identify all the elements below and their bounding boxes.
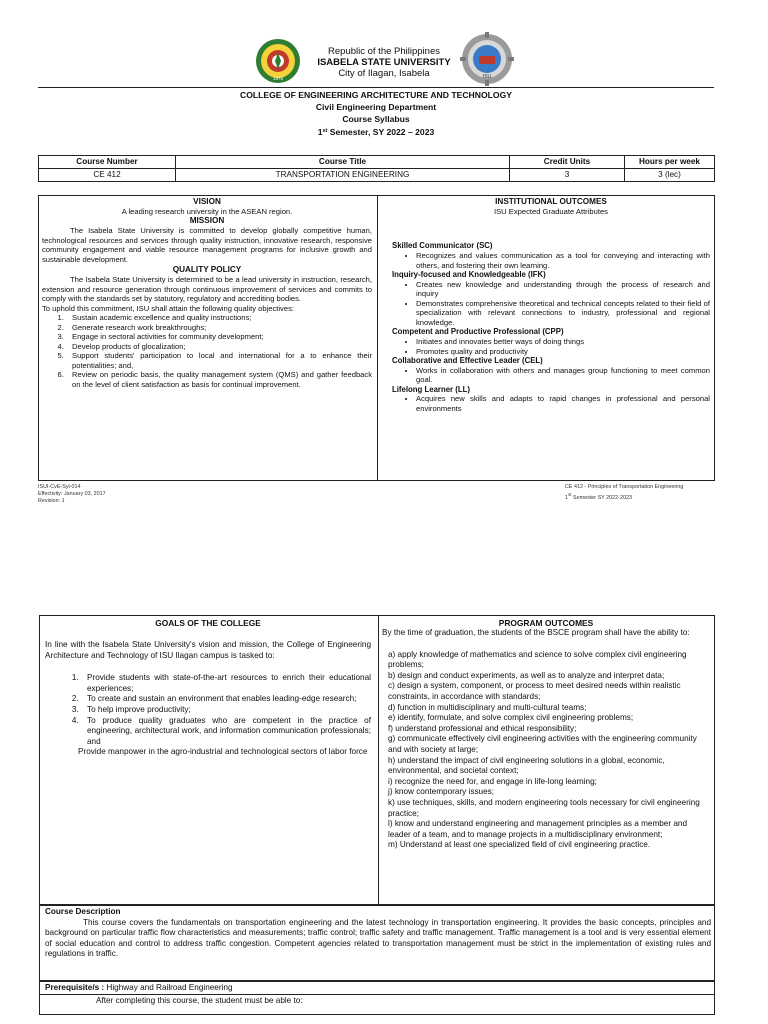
revision-number: Revision: 1 — [38, 498, 65, 504]
course-number-cell: CE 412 — [39, 169, 176, 182]
course-title-header: Course Title — [176, 156, 510, 169]
prerequisite-value: Highway and Railroad Engineering — [104, 983, 233, 992]
goals-intro: In line with the Isabela State University's vision and mission, the College of Engineering Architecture and Technology of ISU Ilagan campus is tasked to: — [45, 640, 371, 660]
list-item: 6. Review on periodic basis, the quality management system (QMS) and gather feedback on the level of client satisfaction as basis for continual improvement. — [66, 370, 372, 389]
course-description-text: This course covers the fundamentals on transportation engineering and the latest technology in transportation engineering. It provides the basic concepts, principles and background on particular traffic flow characteristics and measurements; traffic control; traffic safety and traffic management. Traffic management is a tool and is very essential element of social education and control to address traffic congestion. Competent agencies related to transportation management must be strict in the implementation of existing rules and regulations in traffic. — [45, 917, 711, 959]
credit-units-header: Credit Units — [510, 156, 625, 169]
list-item: k) use techniques, skills, and modern engineering tools necessary for civil engineering practice; — [388, 797, 700, 818]
program-outcomes-intro: By the time of graduation, the students of the BSCE program shall have the ability to: — [382, 628, 690, 637]
page-footer-right — [565, 484, 683, 502]
list-item: a) apply knowledge of mathematics and science to solve complex civil engineering problems; — [388, 649, 687, 670]
course-table-row — [39, 169, 715, 182]
list-item: d) function in multidisciplinary and multi-cultural teams; — [388, 702, 587, 712]
program-outcomes-title: PROGRAM OUTCOMES — [498, 618, 594, 628]
list-item: 2. Generate research work breakthroughs; — [66, 323, 372, 332]
quality-policy-text: The Isabela State University is determined to be a lead university in instruction, research, extension and resource generation through continuous improvement of services and commits to comply with the standards set by statutory, regulatory and accrediting bodies. — [42, 275, 372, 304]
list-item: • Promotes quality and productivity — [416, 347, 710, 356]
list-item: i) recognize the need for, and engage in life-long learning; — [388, 776, 597, 786]
list-item: 2. To create and sustain an environment that enables leading-edge research; — [81, 694, 371, 705]
attribute-heading: Lifelong Learner (LL) — [392, 384, 470, 394]
quality-objectives-list — [66, 313, 372, 389]
university-name: ISABELA STATE UNIVERSITY — [317, 57, 451, 68]
list-item: 4. Develop products of glocalization; — [66, 342, 372, 351]
attribute-heading: Collaborative and Effective Leader (CEL) — [392, 356, 543, 366]
document-type: Course Syllabus — [342, 114, 410, 124]
list-item: • Creates new knowledge and understanding through the process of research and inquiry — [416, 280, 710, 299]
course-table-header-row — [39, 156, 715, 169]
footer-course-title: CE 412 - Principles of Transportation Engineering — [565, 484, 684, 490]
hours-per-week-header: Hours per week — [625, 156, 715, 169]
department-name: Civil Engineering Department — [315, 102, 437, 112]
page-footer-left — [38, 484, 106, 505]
quality-policy-title: QUALITY POLICY — [172, 265, 242, 275]
goals-extra-item: Provide manpower in the agro-industrial and technological sectors of labor force — [78, 747, 368, 757]
prerequisite-row — [45, 983, 711, 994]
attribute-heading: Competent and Productive Professional (CPP) — [392, 327, 564, 337]
list-item: 4. To produce quality graduates who are competent in the practice of engineering, architectural work, and information communication professionals; and — [81, 716, 371, 748]
program-outcomes-list — [382, 650, 710, 851]
program-outcomes-column — [382, 618, 710, 851]
form-code: ISUI-CvE-Syl-014 — [38, 484, 81, 490]
effectivity-date: Effectivity: January 03, 2017 — [38, 491, 106, 497]
goals-outcomes-divider — [378, 615, 379, 905]
list-item: • Initiates and innovates better ways of doing things — [416, 337, 710, 346]
list-item: f) understand professional and ethical responsibility; — [388, 723, 577, 733]
vision-mission-column — [42, 197, 372, 389]
institutional-outcomes-title: INSTITUTIONAL OUTCOMES — [495, 197, 607, 206]
college-name: COLLEGE OF ENGINEERING ARCHITECTURE AND TECHNOLOGY — [240, 90, 512, 100]
list-item: • Recognizes and values communication as a tool for conveying and interacting with others, and fostering their own learning. — [416, 251, 710, 270]
list-item: 3. Engage in sectoral activities for community development; — [66, 332, 372, 341]
republic-line: Republic of the Philippines — [328, 46, 440, 57]
footer-semester: 1st Semester SY 2022-2023 — [565, 492, 632, 501]
vision-title: VISION — [193, 197, 221, 206]
college-gear-seal-logo — [460, 32, 514, 86]
mission-title: MISSION — [189, 216, 225, 226]
course-description-title: Course Description — [45, 907, 121, 916]
vision-text: A leading research university in the ASEAN region. — [121, 207, 293, 216]
vision-outcomes-divider — [377, 195, 378, 481]
semester-line: 1st Semester, SY 2022 – 2023 — [317, 127, 435, 137]
list-item: m) Understand at least one specialized field of civil engineering practice. — [388, 840, 651, 850]
attribute-list — [410, 251, 710, 270]
hours-per-week-cell: 3 (lec) — [625, 169, 715, 182]
goals-column — [45, 618, 371, 758]
list-item: • Demonstrates comprehensive theoretical and technical concepts related to their field of specialization with relevant connections to industry, professional and regional knowledge. — [416, 299, 710, 327]
course-title-cell: TRANSPORTATION ENGINEERING — [176, 169, 510, 182]
list-item: c) design a system, component, or process to meet desired needs within realistic constraints, in accordance with standards; — [388, 681, 681, 701]
course-outcomes-intro: After completing this course, the student must be able to: — [96, 996, 303, 1005]
course-info-table — [38, 155, 715, 182]
university-header — [284, 46, 484, 79]
city-line: City of Ilagan, Isabela — [338, 68, 430, 79]
institutional-outcomes-column — [392, 197, 710, 413]
list-item: • Works in collaboration with others and manages group functioning to meet common goal. — [416, 366, 710, 385]
attribute-list — [410, 280, 710, 327]
list-item: g) communicate effectively civil engineering activities with the engineering community and with society at large; — [388, 734, 697, 754]
list-item: • Acquires new skills and adapts to rapid changes in professional and personal environments — [416, 394, 710, 413]
title-block — [38, 89, 714, 138]
header-rule — [38, 87, 714, 88]
list-item: 5. Support students' participation to local and international for a to enhance their potentialities; and, — [66, 351, 372, 370]
attribute-list — [410, 337, 710, 356]
prerequisite-divider — [39, 994, 715, 995]
attribute-heading: Inquiry-focused and Knowledgeable (IFK) — [392, 270, 546, 280]
list-item: l) know and understand engineering and management principles as a member and leader of a team, and to manage projects in a multidisciplinary environment; — [388, 819, 688, 839]
course-number-header: Course Number — [39, 156, 176, 169]
course-description — [45, 907, 711, 960]
institutional-outcomes-subtitle: ISU Expected Graduate Attributes — [494, 207, 608, 216]
goals-list — [81, 673, 371, 747]
goals-title: GOALS OF THE COLLEGE — [155, 618, 261, 628]
list-item: j) know contemporary issues; — [388, 787, 495, 797]
quality-objectives-intro: To uphold this commitment, ISU shall attain the following quality objectives: — [42, 303, 294, 313]
list-item: 1. Provide students with state-of-the-art resources to enrich their educational experiences; — [81, 673, 371, 694]
list-item: 1. Sustain academic excellence and quality instructions; — [66, 313, 372, 322]
svg-text:ISU: ISU — [482, 74, 492, 80]
list-item: e) identify, formulate, and solve complex civil engineering problems; — [388, 713, 634, 723]
list-item: b) design and conduct experiments, as well as to analyze and interpret data; — [388, 670, 665, 680]
list-item: h) understand the impact of civil engineering solutions in a global, economic, environmental, and societal context; — [388, 755, 665, 776]
list-item: 3. To help improve productivity; — [81, 705, 371, 716]
prerequisite-label: Prerequisite/s : — [45, 983, 105, 992]
attribute-heading: Skilled Communicator (SC) — [392, 241, 493, 251]
mission-text: The Isabela State University is committed to develop globally competitive human, technological resources and services through quality instruction, innovative research, responsive community engagement and viable resource management programs for inclusive growth and sustainable development. — [42, 226, 372, 264]
attribute-list — [410, 366, 710, 385]
credit-units-cell: 3 — [510, 169, 625, 182]
svg-text:1978: 1978 — [272, 76, 284, 81]
attribute-list — [410, 394, 710, 413]
